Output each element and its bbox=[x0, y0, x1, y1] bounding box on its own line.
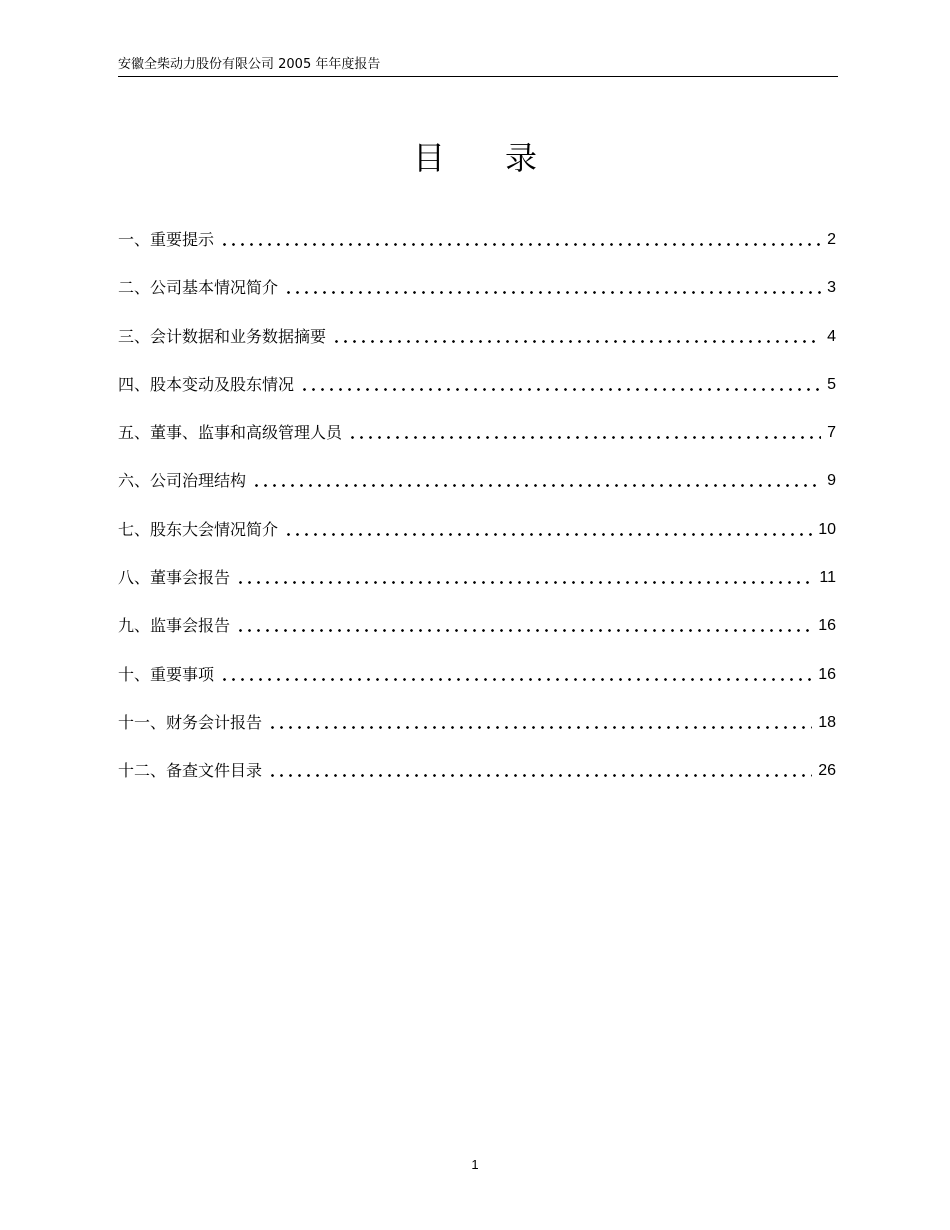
title-char-1: 目 bbox=[412, 139, 445, 177]
toc-entry-title: 九、监事会报告 bbox=[118, 616, 231, 636]
toc-dot-leader bbox=[332, 339, 821, 344]
running-header: 安徽全柴动力股份有限公司 2005 年年度报告 bbox=[118, 56, 838, 77]
toc-dot-leader bbox=[268, 725, 812, 730]
page-number: 1 bbox=[471, 1157, 479, 1172]
toc-entry-page: 7 bbox=[827, 424, 836, 442]
toc-entry[interactable] bbox=[118, 445, 836, 493]
toc-entry[interactable] bbox=[118, 542, 836, 590]
toc-entry-page: 5 bbox=[827, 375, 836, 393]
toc-entry[interactable] bbox=[118, 397, 836, 445]
toc-entry[interactable] bbox=[118, 252, 836, 300]
toc-dot-leader bbox=[284, 290, 821, 295]
toc-entry-title: 七、股东大会情况简介 bbox=[118, 519, 279, 539]
toc-entry-title: 十、重要事项 bbox=[118, 664, 215, 684]
toc-dot-leader bbox=[236, 580, 813, 585]
toc-entry-title: 五、董事、监事和高级管理人员 bbox=[118, 423, 343, 443]
toc-entry-page: 10 bbox=[818, 520, 836, 538]
toc-dot-leader bbox=[236, 628, 812, 633]
toc-entry-page: 3 bbox=[827, 279, 836, 297]
toc-dot-leader bbox=[300, 387, 821, 392]
toc-dot-leader bbox=[220, 677, 812, 682]
toc-entry-title: 三、会计数据和业务数据摘要 bbox=[118, 326, 327, 346]
toc-entry-title: 十二、备查文件目录 bbox=[118, 761, 263, 781]
toc-entry-title: 十一、财务会计报告 bbox=[118, 712, 263, 732]
toc-dot-leader bbox=[220, 242, 821, 247]
toc-entry[interactable] bbox=[118, 300, 836, 348]
toc-entry-title: 一、重要提示 bbox=[118, 230, 215, 249]
toc-entry[interactable] bbox=[118, 735, 836, 783]
page-title bbox=[0, 138, 950, 178]
toc-entry-title: 六、公司治理结构 bbox=[118, 471, 247, 491]
toc-entry-page: 16 bbox=[818, 665, 836, 683]
table-of-contents bbox=[118, 228, 836, 783]
toc-entry[interactable] bbox=[118, 228, 836, 252]
toc-entry[interactable] bbox=[118, 687, 836, 735]
toc-entry-page: 4 bbox=[827, 327, 836, 345]
toc-entry-page: 18 bbox=[818, 713, 836, 731]
toc-dot-leader bbox=[284, 532, 812, 537]
toc-dot-leader bbox=[268, 773, 812, 778]
toc-entry-page: 16 bbox=[818, 617, 836, 635]
toc-entry-title: 二、公司基本情况简介 bbox=[118, 278, 279, 298]
toc-entry-page: 9 bbox=[827, 472, 836, 490]
toc-entry[interactable] bbox=[118, 349, 836, 397]
toc-entry-title: 四、股本变动及股东情况 bbox=[118, 374, 295, 394]
toc-entry-title: 八、董事会报告 bbox=[118, 568, 231, 588]
toc-entry[interactable] bbox=[118, 638, 836, 686]
toc-entry-page: 11 bbox=[819, 569, 836, 587]
toc-entry[interactable] bbox=[118, 590, 836, 638]
title-char-2: 录 bbox=[505, 139, 538, 177]
toc-entry[interactable] bbox=[118, 493, 836, 541]
toc-entry-page: 26 bbox=[818, 762, 836, 780]
toc-entry-page: 2 bbox=[827, 231, 836, 248]
toc-dot-leader bbox=[252, 483, 821, 488]
toc-dot-leader bbox=[348, 435, 821, 440]
